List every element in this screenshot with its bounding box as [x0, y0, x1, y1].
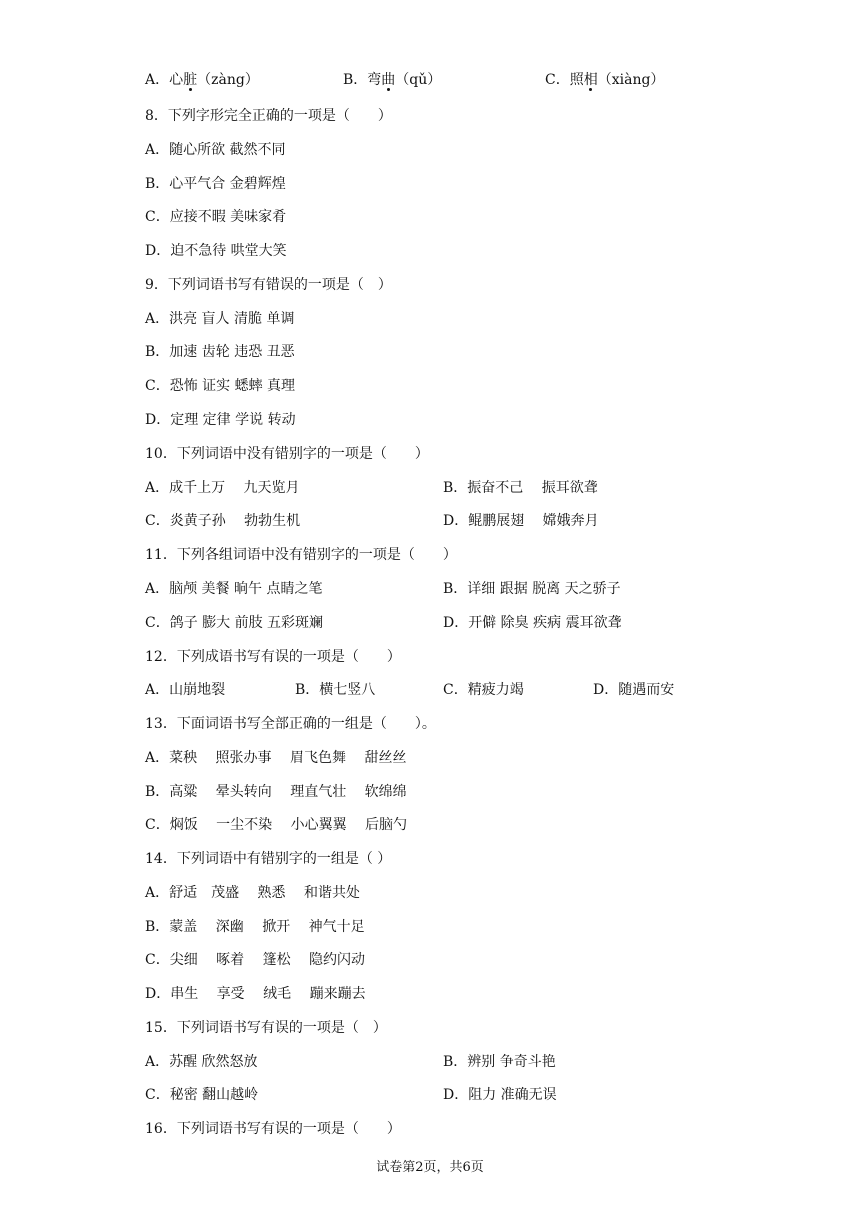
q12-option-b[interactable]: B．横七竖八	[295, 682, 376, 698]
q15-option-d[interactable]: D．阻力 准确无误	[443, 1087, 557, 1103]
q11-stem: 11．下列各组词语中没有错别字的一项是（ ）	[145, 547, 457, 563]
q12-stem: 12．下列成语书写有误的一项是（ ）	[145, 649, 401, 665]
q11-option-d[interactable]: D．开僻 除臭 疾病 震耳欲聋	[443, 615, 622, 631]
q12-option-c[interactable]: C．精疲力竭	[443, 682, 524, 698]
q10-option-c[interactable]: C．炎黄子孙 勃勃生机	[145, 513, 301, 529]
q7-option-a[interactable]: A．心脏（zàng）	[145, 72, 259, 88]
q14-option-d[interactable]: D．串生 享受 绒毛 蹦来蹦去	[145, 986, 366, 1002]
q11-row-2	[0, 613, 860, 633]
q15-option-b[interactable]: B．辨别 争奇斗艳	[443, 1054, 556, 1070]
q9-option-a[interactable]: A．洪亮 盲人 清脆 单调	[145, 311, 295, 327]
q14-option-b[interactable]: B．蒙盖 深幽 掀开 神气十足	[145, 919, 365, 935]
q11-option-c[interactable]: C．鸽子 膨大 前肢 五彩斑斓	[145, 615, 324, 631]
q8-option-c[interactable]: C．应接不暇 美味家肴	[145, 209, 287, 225]
q15-stem: 15．下列词语书写有误的一项是（ ）	[145, 1020, 387, 1036]
q11-option-b[interactable]: B．详细 跟据 脱离 天之骄子	[443, 581, 621, 597]
page-footer: 试卷第2页，共6页	[376, 1160, 484, 1175]
q8-option-b[interactable]: B．心平气合 金碧辉煌	[145, 176, 286, 192]
q13-option-c[interactable]: C．焖饭 一尘不染 小心翼翼 后脑勺	[145, 817, 408, 833]
q13-option-b[interactable]: B．高粱 晕头转向 理直气壮 软绵绵	[145, 784, 407, 800]
q14-stem: 14．下列词语中有错别字的一组是（ ）	[145, 851, 392, 867]
q8-stem: 8．下列字形完全正确的一项是（ ）	[145, 108, 392, 124]
q9-stem: 9．下列词语书写有错误的一项是（ ）	[145, 277, 392, 293]
q10-option-a[interactable]: A．成千上万 九天览月	[145, 480, 300, 496]
q14-option-a[interactable]: A．舒适 茂盛 熟悉 和谐共处	[145, 885, 361, 901]
q8-option-d[interactable]: D．迫不急待 哄堂大笑	[145, 243, 287, 259]
q13-stem: 13．下面词语书写全部正确的一组是（ ）。	[145, 716, 436, 732]
q10-option-d[interactable]: D．鲲鹏展翅 嫦娥奔月	[443, 513, 599, 529]
q7-option-c[interactable]: C．照相（xiàng）	[545, 72, 665, 88]
q9-option-c[interactable]: C．恐怖 证实 蟋蟀 真理	[145, 378, 296, 394]
q11-option-a[interactable]: A．脑颅 美餐 晌午 点睛之笔	[145, 581, 323, 597]
q15-row-1	[0, 1052, 860, 1072]
q12-option-a[interactable]: A．山崩地裂	[145, 682, 226, 698]
q15-option-a[interactable]: A．苏醒 欣然怒放	[145, 1054, 258, 1070]
q10-row-2	[0, 511, 860, 531]
q7-options-line	[0, 70, 860, 90]
q14-option-c[interactable]: C．尖细 啄着 篷松 隐约闪动	[145, 952, 366, 968]
q16-stem: 16．下列词语书写有误的一项是（ ）	[145, 1121, 401, 1137]
q13-option-a[interactable]: A．菜秧 照张办事 眉飞色舞 甜丝丝	[145, 750, 407, 766]
q9-option-d[interactable]: D．定理 定律 学说 转动	[145, 412, 296, 428]
q12-row	[0, 680, 860, 700]
q10-stem: 10．下列词语中没有错别字的一项是（ ）	[145, 446, 429, 462]
q9-option-b[interactable]: B．加速 齿轮 违恐 丑恶	[145, 344, 295, 360]
q7-option-b[interactable]: B．弯曲（qǔ）	[343, 72, 442, 88]
q15-row-2	[0, 1085, 860, 1105]
q15-option-c[interactable]: C．秘密 翻山越岭	[145, 1087, 259, 1103]
q10-option-b[interactable]: B．振奋不己 振耳欲聋	[443, 480, 598, 496]
q11-row-1	[0, 579, 860, 599]
q10-row-1	[0, 478, 860, 498]
q8-option-a[interactable]: A．随心所欲 截然不同	[145, 142, 286, 158]
q12-option-d[interactable]: D．随遇而安	[593, 682, 675, 698]
